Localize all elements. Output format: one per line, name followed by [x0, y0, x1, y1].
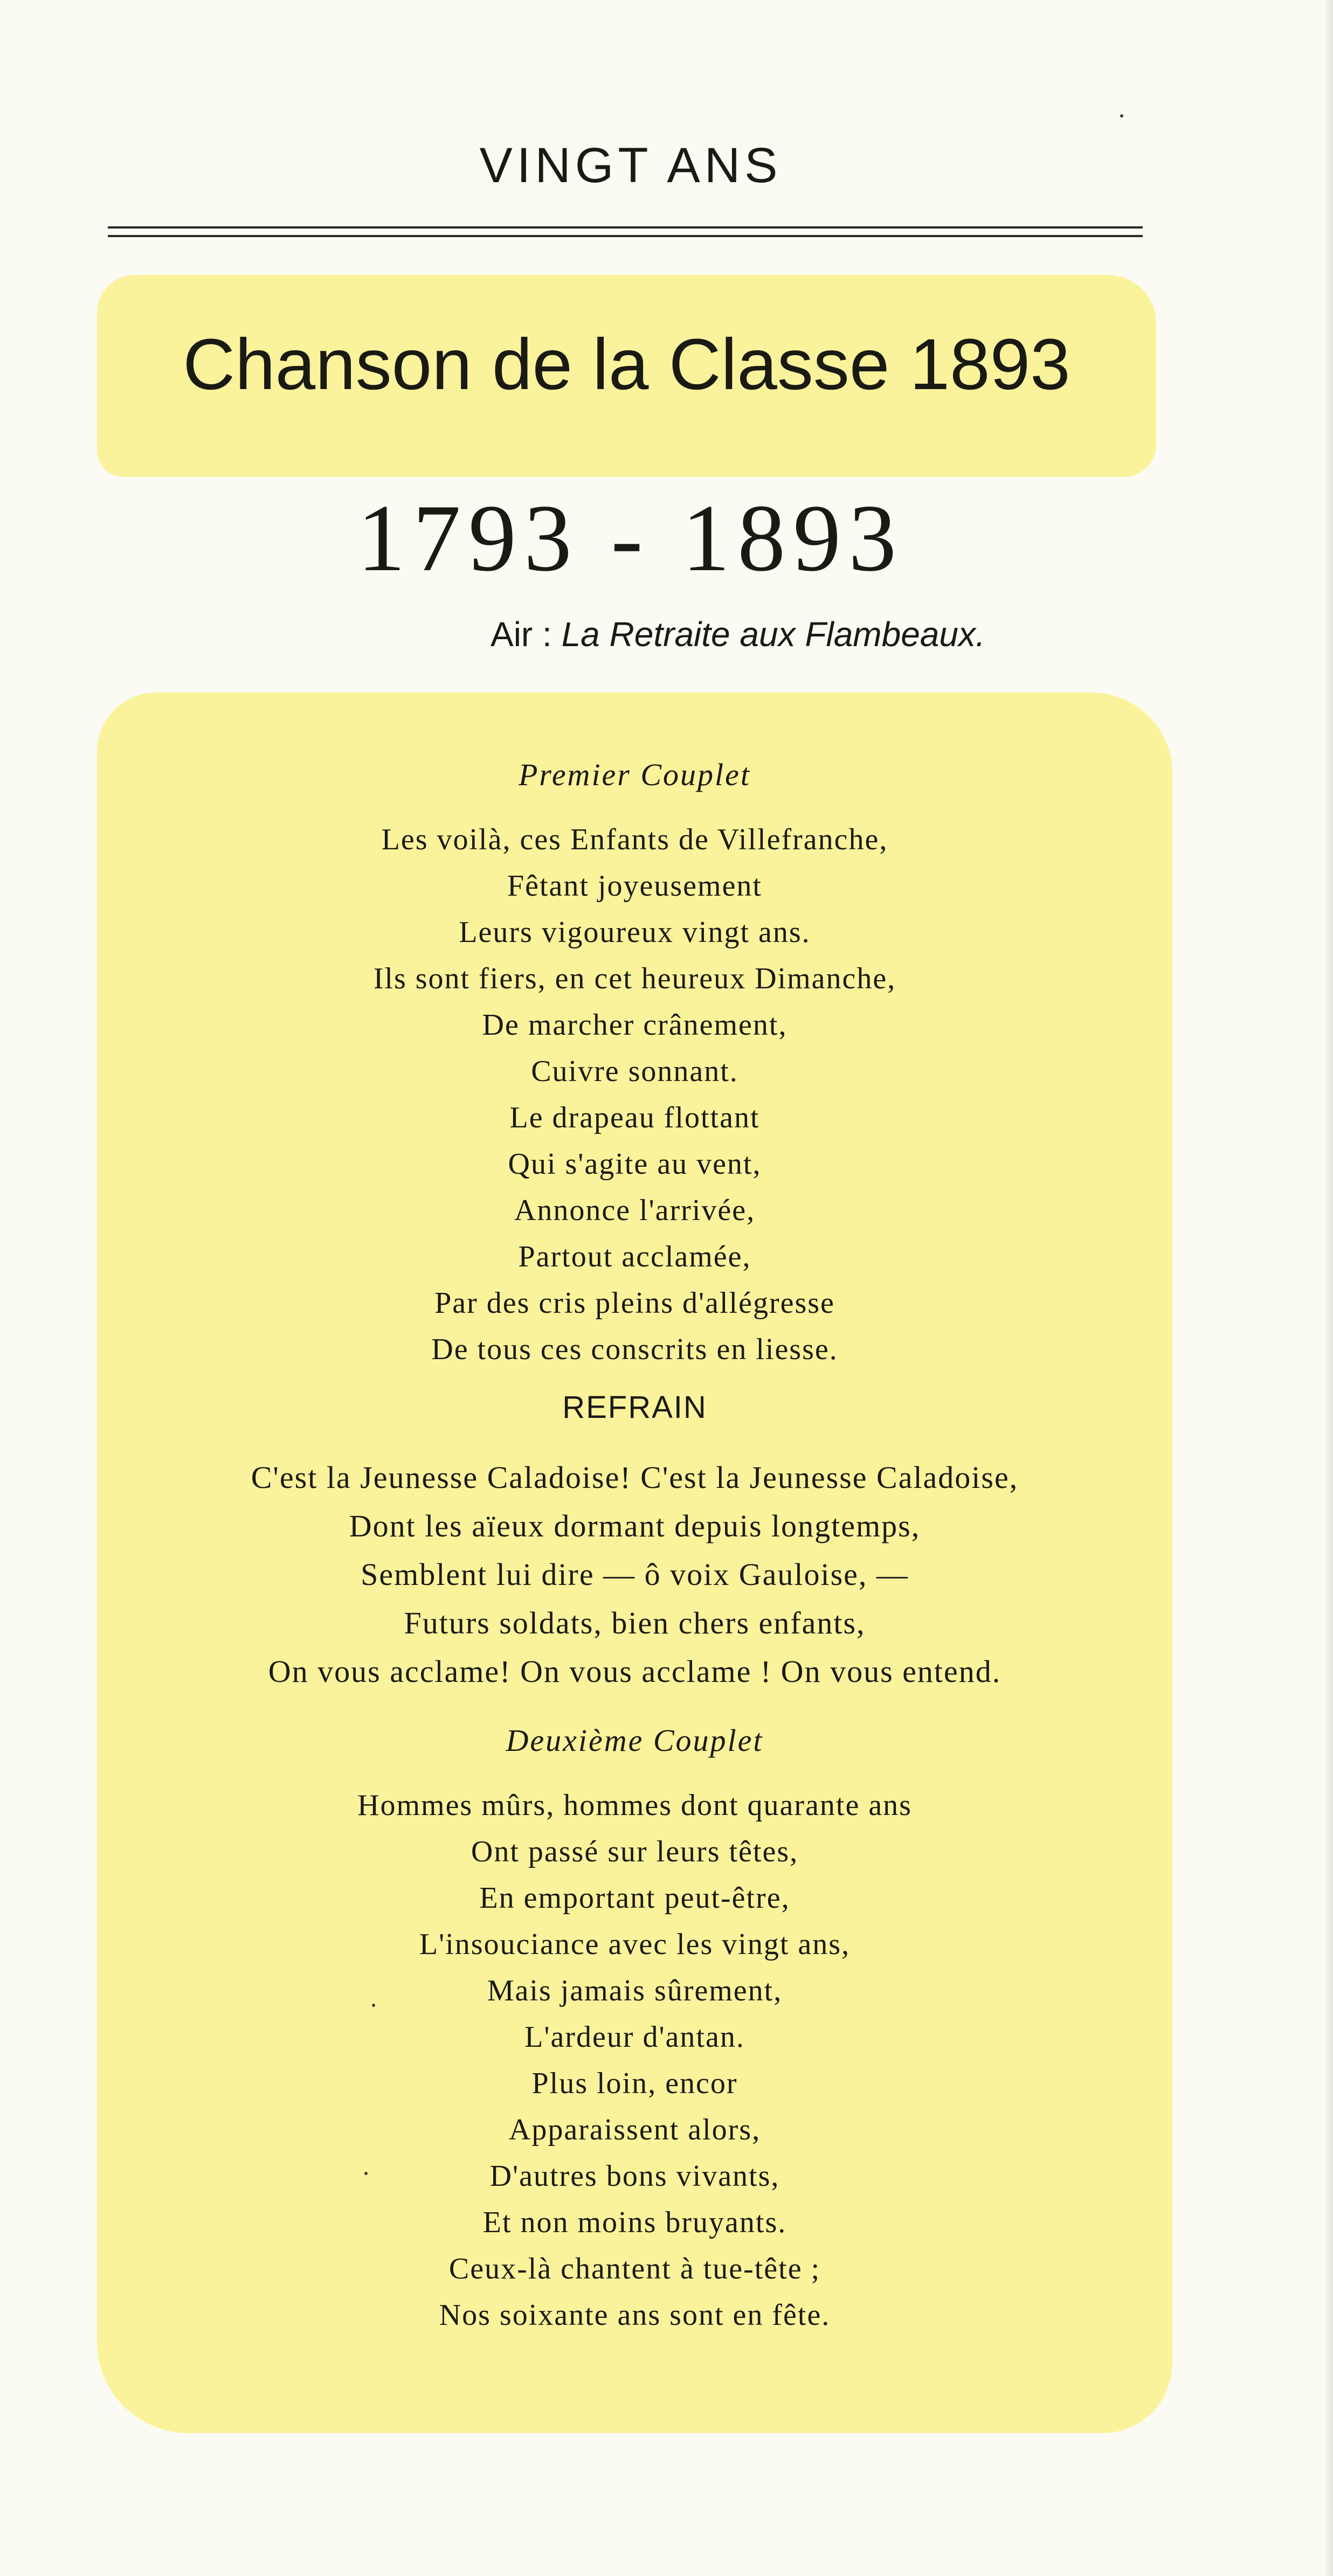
- refrain-line: C'est la Jeunesse Caladoise! C'est la Jeunesse Caladoise,: [251, 1460, 1019, 1495]
- verse-line: Mais jamais sûrement,: [487, 1974, 783, 2007]
- paper-speck: [364, 2172, 368, 2175]
- verse-line: De tous ces conscrits en liesse.: [431, 1333, 838, 1366]
- verse-line: Le drapeau flottant: [509, 1101, 760, 1134]
- verse-line: Plus loin, encor: [531, 2067, 738, 2100]
- verse-line: Partout acclamée,: [518, 1240, 751, 1273]
- lyrics: [97, 752, 1172, 2338]
- air-title: La Retraite aux Flambeaux.: [561, 615, 985, 654]
- verse-line: Cuivre sonnant.: [531, 1055, 738, 1088]
- refrain-spacer: [97, 1432, 1172, 1453]
- verse-line: L'ardeur d'antan.: [524, 2020, 745, 2054]
- air-prefix: Air :: [491, 615, 552, 654]
- premier-couplet-heading: Premier Couplet: [518, 757, 751, 792]
- header-rule-bottom: [108, 235, 1143, 237]
- song-years: 1793 - 1893: [357, 484, 904, 591]
- refrain-line: Futurs soldats, bien chers enfants,: [404, 1605, 866, 1640]
- page-header-title: VINGT ANS: [479, 138, 782, 193]
- verse-line: Hommes mûrs, hommes dont quarante ans: [357, 1789, 912, 1822]
- verse-line: Et non moins bruyants.: [482, 2206, 787, 2239]
- song-title: Chanson de la Classe 1893: [183, 324, 1070, 405]
- refrain-line: On vous acclame! On vous acclame ! On vous entend.: [268, 1654, 1002, 1689]
- paper-speck: [1120, 114, 1123, 117]
- deuxieme-spacer: [97, 1696, 1172, 1718]
- verse-line: Ils sont fiers, en cet heureux Dimanche,: [373, 962, 896, 995]
- refrain-line: Semblent lui dire — ô voix Gauloise, —: [361, 1557, 909, 1592]
- verse-line: Leurs vigoureux vingt ans.: [459, 916, 811, 949]
- air-line: [491, 614, 1137, 654]
- verse-line: Nos soixante ans sont en fête.: [439, 2298, 831, 2332]
- verse-line: Par des cris pleins d'allégresse: [434, 1286, 835, 1320]
- page-edge-shadow: [1325, 0, 1333, 2576]
- verse-line: Qui s'agite au vent,: [508, 1147, 762, 1181]
- verse-line: Les voilà, ces Enfants de Villefranche,: [381, 823, 888, 856]
- deuxieme-couplet-heading: Deuxième Couplet: [506, 1723, 764, 1758]
- header-rule-top: [108, 226, 1143, 228]
- verse-line: Apparaissent alors,: [508, 2113, 761, 2146]
- verse-line: De marcher crânement,: [482, 1008, 788, 1042]
- verse-line: Fêtant joyeusement: [507, 869, 762, 903]
- paper-speck: [372, 2004, 375, 2007]
- verse-line: L'insouciance avec les vingt ans,: [419, 1928, 851, 1961]
- verse-line: En emportant peut-être,: [479, 1881, 790, 1915]
- verse-line: Ceux-là chantent à tue-tête ;: [448, 2252, 821, 2286]
- refrain-heading: REFRAIN: [562, 1390, 707, 1425]
- verse-line: Ont passé sur leurs têtes,: [471, 1835, 799, 1868]
- refrain-line: Dont les aïeux dormant depuis longtemps,: [349, 1508, 921, 1543]
- verse-line: D'autres bons vivants,: [489, 2159, 780, 2193]
- verse-line: Annonce l'arrivée,: [514, 1194, 756, 1227]
